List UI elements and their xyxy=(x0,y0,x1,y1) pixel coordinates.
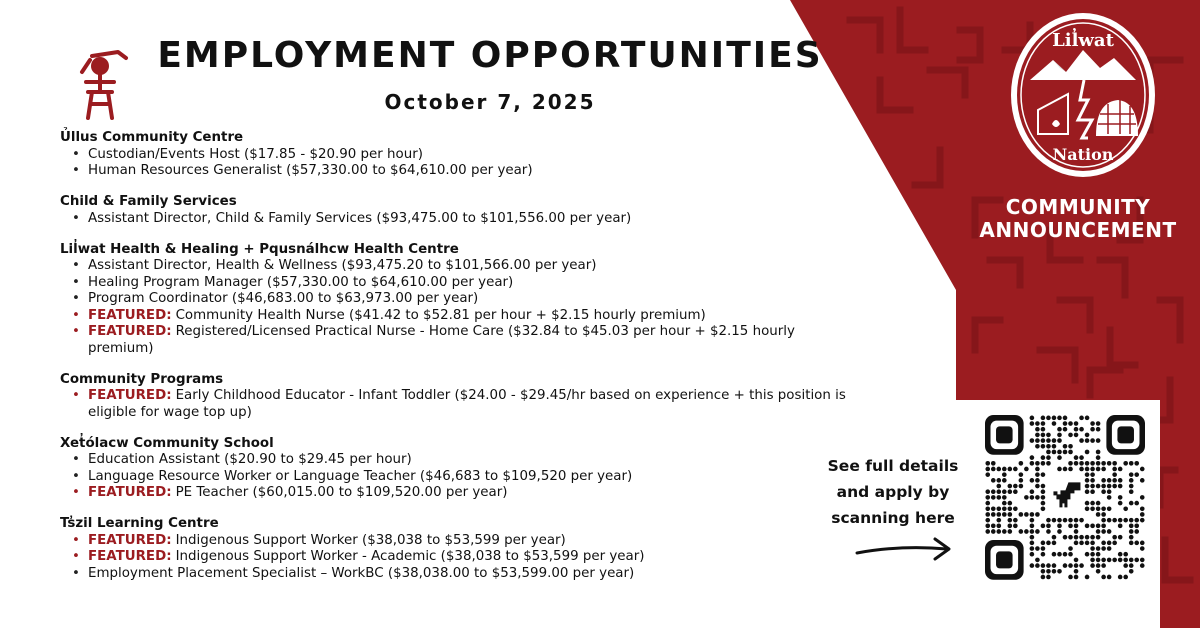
featured-tag: FEATURED: xyxy=(88,549,172,564)
job-item-text: Indigenous Support Worker - Academic ($38,038 to $53,599 per year) xyxy=(175,549,645,564)
featured-tag: FEATURED: xyxy=(88,388,172,403)
job-item xyxy=(60,163,860,180)
section-title: Lil̓wat Health & Healing + Pqusnálhcw Health Centre xyxy=(60,241,459,257)
featured-tag: FEATURED: xyxy=(88,532,172,548)
job-item-text: Language Resource Worker or Language Teacher ($46,683 to $109,520 per year) xyxy=(88,468,633,484)
logo-text-bottom: Nation xyxy=(1052,145,1114,164)
section-title: Child & Family Services xyxy=(60,194,237,209)
job-list xyxy=(60,211,860,228)
scan-call-to-action xyxy=(808,453,978,531)
announcement-line-2: ANNOUNCEMENT xyxy=(979,218,1177,242)
job-list xyxy=(60,258,860,357)
job-section xyxy=(60,516,860,582)
job-section xyxy=(60,130,860,180)
job-item xyxy=(60,275,860,292)
qr-code[interactable] xyxy=(985,415,1145,580)
job-item-text: Employment Placement Specialist – WorkBC ($38,038.00 to $53,599.00 per year) xyxy=(88,565,635,581)
job-item xyxy=(60,258,860,275)
announcement-line-1: COMMUNITY xyxy=(1005,195,1151,219)
job-item xyxy=(60,469,860,486)
job-list xyxy=(60,147,860,180)
job-listings xyxy=(60,130,860,597)
cta-line-2: and apply by xyxy=(836,483,950,501)
job-section xyxy=(60,372,860,422)
job-item xyxy=(60,308,860,325)
job-item-text: Human Resources Generalist ($57,330.00 to $64,610.00 per year) xyxy=(88,163,533,178)
job-item-text: Registered/Licensed Practical Nurse - Home Care ($32.84 to $45.03 per hour + $2.15 hourly premium) xyxy=(88,324,795,356)
job-item-text: Assistant Director, Child & Family Services ($93,475.00 to $101,556.00 per year) xyxy=(88,210,632,226)
job-item-text: Assistant Director, Health & Wellness ($93,475.20 to $101,566.00 per year) xyxy=(88,258,597,273)
job-item xyxy=(60,452,860,469)
logo-text-top: Lil̓wat xyxy=(1052,30,1114,51)
job-section xyxy=(60,242,860,358)
job-item xyxy=(60,211,860,228)
job-section xyxy=(60,194,860,227)
announcement-date: October 7, 2025 xyxy=(384,90,596,114)
page-title: EMPLOYMENT OPPORTUNITIES xyxy=(157,35,823,76)
job-item xyxy=(60,291,860,308)
job-item xyxy=(60,388,860,421)
section-title: Xet̓ólacw Community School xyxy=(60,435,274,451)
job-list xyxy=(60,533,860,583)
job-item-text: PE Teacher ($60,015.00 to $109,520.00 per year) xyxy=(175,485,508,500)
job-item-text: Indigenous Support Worker ($38,038 to $53,599 per year) xyxy=(175,532,566,548)
job-item xyxy=(60,533,860,550)
job-item-text: Healing Program Manager ($57,330.00 to $64,610.00 per year) xyxy=(88,274,514,290)
community-announcement-label xyxy=(960,196,1196,242)
cta-line-1: See full details xyxy=(827,457,959,475)
job-item xyxy=(60,324,860,357)
arrow-right-icon xyxy=(855,535,955,565)
job-section xyxy=(60,436,860,502)
job-item xyxy=(60,566,860,583)
job-item-text: Community Health Nurse ($41.42 to $52.81 per hour + $2.15 hourly premium) xyxy=(175,307,706,323)
section-title: Community Programs xyxy=(60,371,224,387)
job-item xyxy=(60,147,860,164)
job-list xyxy=(60,452,860,502)
featured-tag: FEATURED: xyxy=(88,485,172,500)
section-title: Ủllus Community Centre xyxy=(60,130,244,145)
job-item xyxy=(60,485,860,502)
section-title: Ts̓zil Learning Centre xyxy=(60,516,219,531)
job-item-text: Education Assistant ($20.90 to $29.45 per hour) xyxy=(88,452,412,467)
job-item-text: Early Childhood Educator - Infant Toddler ($24.00 - $29.45/hr based on experience + this position is eligible for wage top up) xyxy=(88,388,846,420)
job-item xyxy=(60,549,860,566)
featured-tag: FEATURED: xyxy=(88,324,172,339)
featured-tag: FEATURED: xyxy=(88,307,172,323)
job-item-text: Custodian/Events Host ($17.85 - $20.90 per hour) xyxy=(88,146,423,162)
job-item-text: Program Coordinator ($46,683.00 to $63,973.00 per year) xyxy=(88,291,479,306)
nation-seal-logo xyxy=(1008,10,1158,180)
job-list xyxy=(60,388,860,421)
petroglyph-figure-icon xyxy=(70,46,132,122)
cta-line-3: scanning here xyxy=(831,509,955,527)
